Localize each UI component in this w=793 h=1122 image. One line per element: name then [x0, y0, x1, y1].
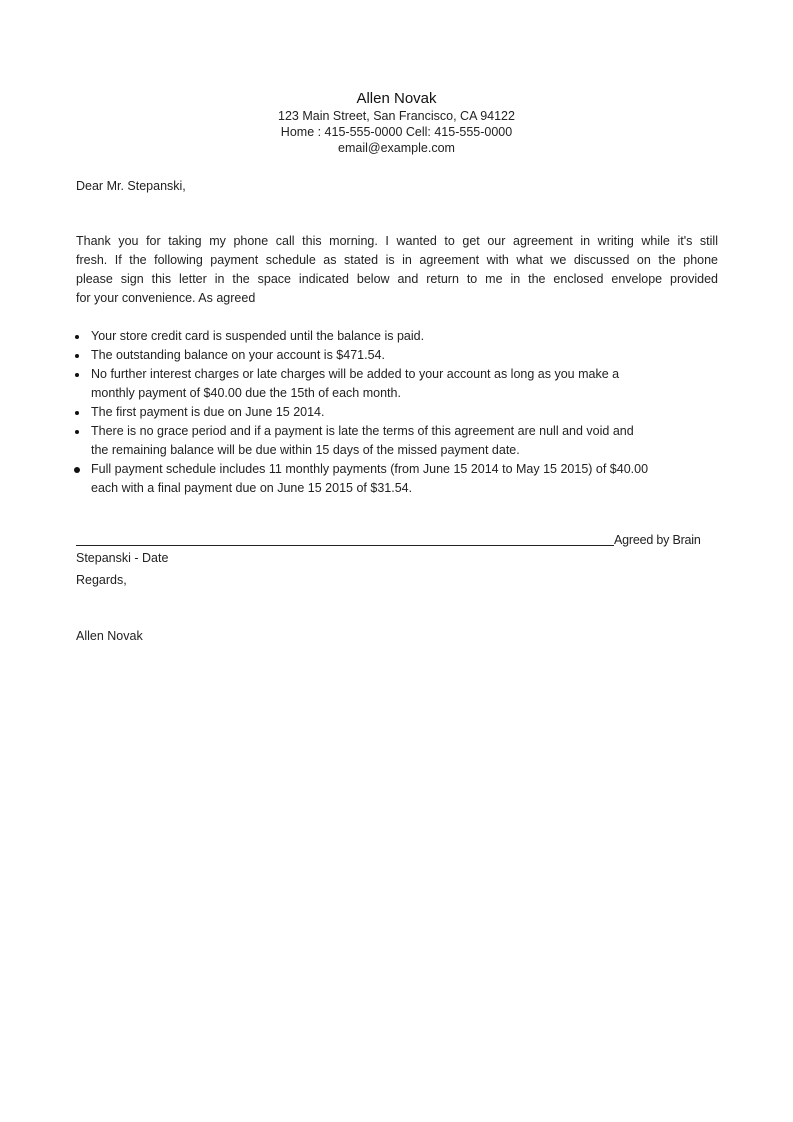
- body-paragraph: [76, 232, 718, 308]
- closing: Regards,: [76, 573, 127, 587]
- bullet-icon: [75, 335, 79, 339]
- terms-item-text: the remaining balance will be due within 15 days of the missed payment date.: [91, 443, 520, 457]
- sender-email: email@example.com: [338, 141, 455, 155]
- body-line: please sign this letter in the space indicated below and return to me in the enclosed envelope provided: [76, 272, 718, 286]
- bullet-icon: [75, 354, 79, 358]
- bullet-icon: [75, 411, 79, 415]
- bullet-icon: [74, 467, 80, 473]
- terms-list: [91, 327, 721, 498]
- signoff-name: Allen Novak: [76, 629, 143, 643]
- terms-item-text: each with a final payment due on June 15 2015 of $31.54.: [91, 481, 413, 495]
- terms-item: [91, 422, 721, 460]
- terms-item-text: The outstanding balance on your account is $471.54.: [91, 348, 385, 362]
- sender-phones: Home : 415-555-0000 Cell: 415-555-0000: [280, 125, 513, 139]
- signature-row: [76, 531, 716, 550]
- terms-item: [91, 460, 721, 498]
- terms-item: [91, 365, 721, 403]
- signature-label-continued: Stepanski - Date: [76, 551, 169, 565]
- terms-item: [91, 327, 721, 346]
- terms-item-text: No further interest charges or late charges will be added to your account as long as you make a: [91, 367, 620, 381]
- terms-item: [91, 403, 721, 422]
- salutation: Dear Mr. Stepanski,: [76, 179, 186, 193]
- body-line: Thank you for taking my phone call this morning. I wanted to get our agreement in writing while it's still: [76, 234, 718, 248]
- terms-item-text: There is no grace period and if a payment is late the terms of this agreement are null and void and: [91, 424, 634, 438]
- bullet-icon: [75, 373, 79, 377]
- signature-label: Agreed by Brain: [614, 533, 701, 547]
- terms-item-text: Full payment schedule includes 11 monthly payments (from June 15 2014 to May 15 2015) of $40.00: [91, 462, 649, 476]
- signature-line: [76, 545, 614, 546]
- terms-item-text: The first payment is due on June 15 2014.: [91, 405, 325, 419]
- sender-address: 123 Main Street, San Francisco, CA 94122: [278, 109, 515, 123]
- body-line: fresh. If the following payment schedule as stated is in agreement with what we discussed on the phone: [76, 253, 718, 267]
- bullet-icon: [75, 430, 79, 434]
- sender-name: Allen Novak: [356, 90, 437, 107]
- body-line: for your convenience. As agreed: [76, 291, 256, 305]
- terms-item-text: monthly payment of $40.00 due the 15th of each month.: [91, 386, 401, 400]
- terms-item-text: Your store credit card is suspended until the balance is paid.: [91, 329, 425, 343]
- terms-item: [91, 346, 721, 365]
